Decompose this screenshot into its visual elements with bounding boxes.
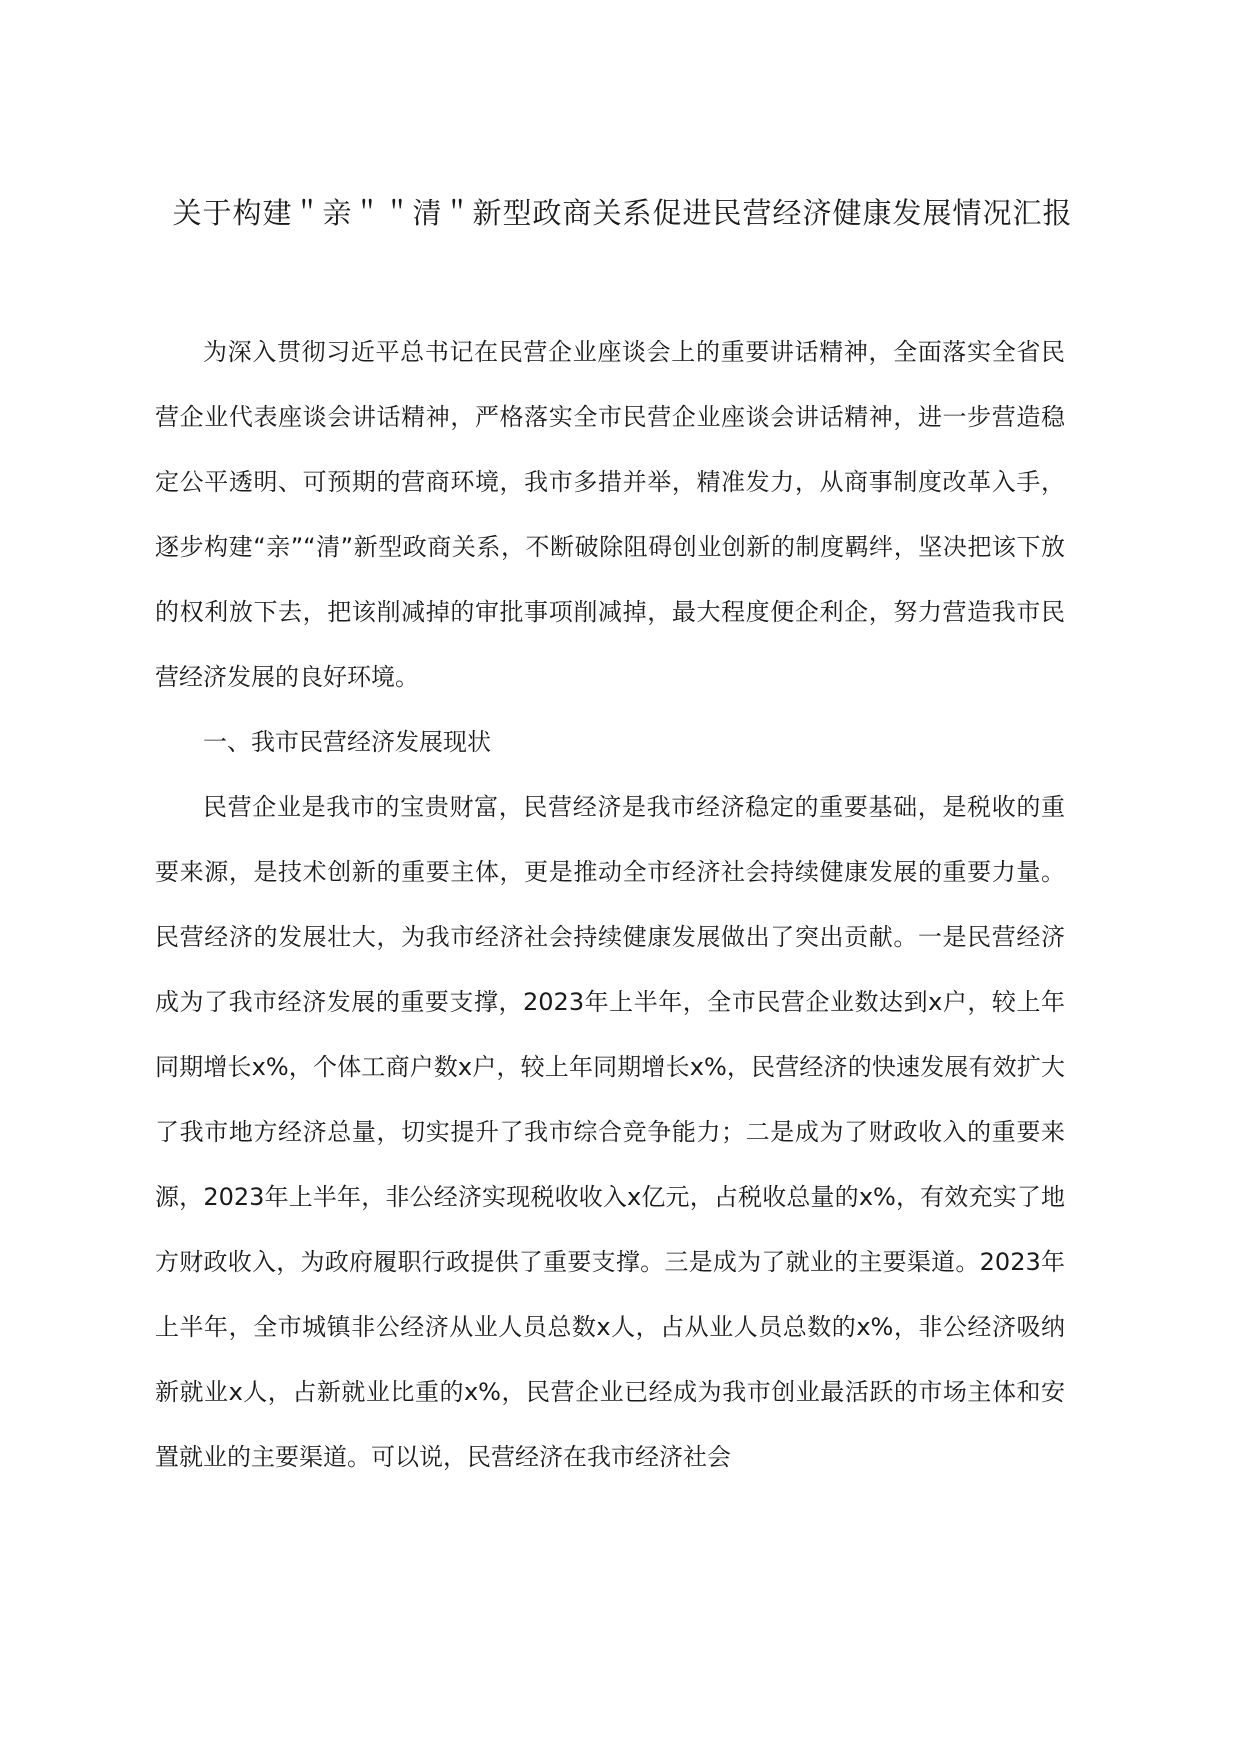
document-body	[155, 320, 1065, 1490]
section-heading: 一、我市民营经济发展现状	[203, 728, 491, 756]
document-title: 关于构建＂亲＂＂清＂新型政商关系促进民营经济健康发展情况汇报	[172, 196, 1073, 230]
intro-paragraph: 为深入贯彻习近平总书记在民营企业座谈会上的重要讲话精神，全面落实全省民营企业代表座谈会讲话精神，严格落实全市民营企业座谈会讲话精神，进一步营造稳定公平透明、可预期的营商环境，我市多措并举，精准发力，从商事制度改革入手，逐步构建“亲”“清”新型政商关系，不断破除阻碍创业创新的制度羁绊，坚决把该下放的权利放下去，把该削减掉的审批事项削减掉，最大程度便企利企，努力营造我市民营经济发展的良好环境。	[155, 338, 1065, 691]
section-paragraph: 民营企业是我市的宝贵财富，民营经济是我市经济稳定的重要基础，是税收的重要来源，是技术创新的重要主体，更是推动全市经济社会持续健康发展的重要力量。民营经济的发展壮大，为我市经济社会持续健康发展做出了突出贡献。一是民营经济成为了我市经济发展的重要支撑，2023年上半年，全市民营企业数达到x户，较上年同期增长x%，个体工商户数x户，较上年同期增长x%，民营经济的快速发展有效扩大了我市地方经济总量，切实提升了我市综合竞争能力；二是成为了财政收入的重要来源，2023年上半年，非公经济实现税收收入x亿元，占税收总量的x%，有效充实了地方财政收入，为政府履职行政提供了重要支撑。三是成为了就业的主要渠道。2023年上半年，全市城镇非公经济从业人员总数x人，占从业人员总数的x%，非公经济吸纳新就业x人，占新就业比重的x%，民营企业已经成为我市创业最活跃的市场主体和安置就业的主要渠道。可以说，民营经济在我市经济社会	[155, 793, 1065, 1471]
